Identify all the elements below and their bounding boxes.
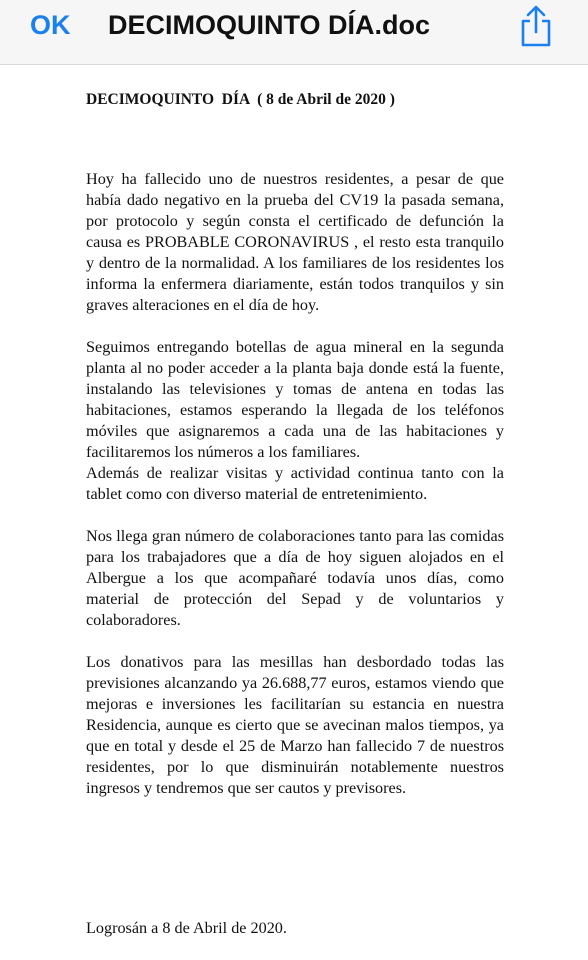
share-button[interactable] xyxy=(514,2,558,50)
document-signature: Logrosán a 8 de Abril de 2020. xyxy=(86,919,287,937)
navigation-bar xyxy=(0,0,588,65)
paragraph-donativos: Los donativos para las mesillas han desbordado todas las previsiones alcanzando ya 26.688,77 euros, estamos viendo que mejoras e inversiones les facilitarían su estancia en nuestra Residencia, aunque es cierto que se avecinan malos tiempos, ya que en total y desde el 25 de Marzo han fallecido 7 de nuestros residentes, por lo que disminuirán notablemente nuestros ingresos y tendremos que ser cautos y previsores. xyxy=(86,653,504,797)
document-title: DECIMOQUINTO DÍA.doc xyxy=(108,10,431,40)
ok-button[interactable]: OK xyxy=(30,10,71,40)
paragraph-visitas: Además de realizar visitas y actividad continua tanto con la tablet como con diverso material de entretenimiento. xyxy=(86,464,504,503)
paragraph-colaboraciones: Nos llega gran número de colaboraciones tanto para las comidas para los trabajadores que a día de hoy siguen alojados en el Albergue a los que acompañaré todavía unos días, como material de protección del Sepad y de voluntarios y colaboradores. xyxy=(86,527,504,629)
share-icon xyxy=(514,2,558,50)
paragraph-fallecimiento: Hoy ha fallecido uno de nuestros residentes, a pesar de que había dado negativo en la prueba del CV19 la pasada semana, por protocolo y según consta el certificado de defunción la causa es PROBABLE CORONAVIRUS , el resto esta tranquilo y dentro de la normalidad. A los familiares de los residentes los informa la enfermera diariamente, están todos tranquilos y sin graves alteraciones en el día de hoy. xyxy=(86,170,504,314)
document-heading: DECIMOQUINTO DÍA ( 8 de Abril de 2020 ) xyxy=(86,91,395,108)
document-body xyxy=(86,169,504,820)
paragraph-entregas: Seguimos entregando botellas de agua mineral en la segunda planta al no poder acceder a la planta baja donde está la fuente, instalando las televisiones y tomas de antena en todas las habitaciones, estamos esperando la llegada de los teléfonos móviles que asignaremos a cada una de las habitaciones y facilitaremos los números a los familiares. xyxy=(86,338,504,461)
document-page xyxy=(0,65,588,960)
